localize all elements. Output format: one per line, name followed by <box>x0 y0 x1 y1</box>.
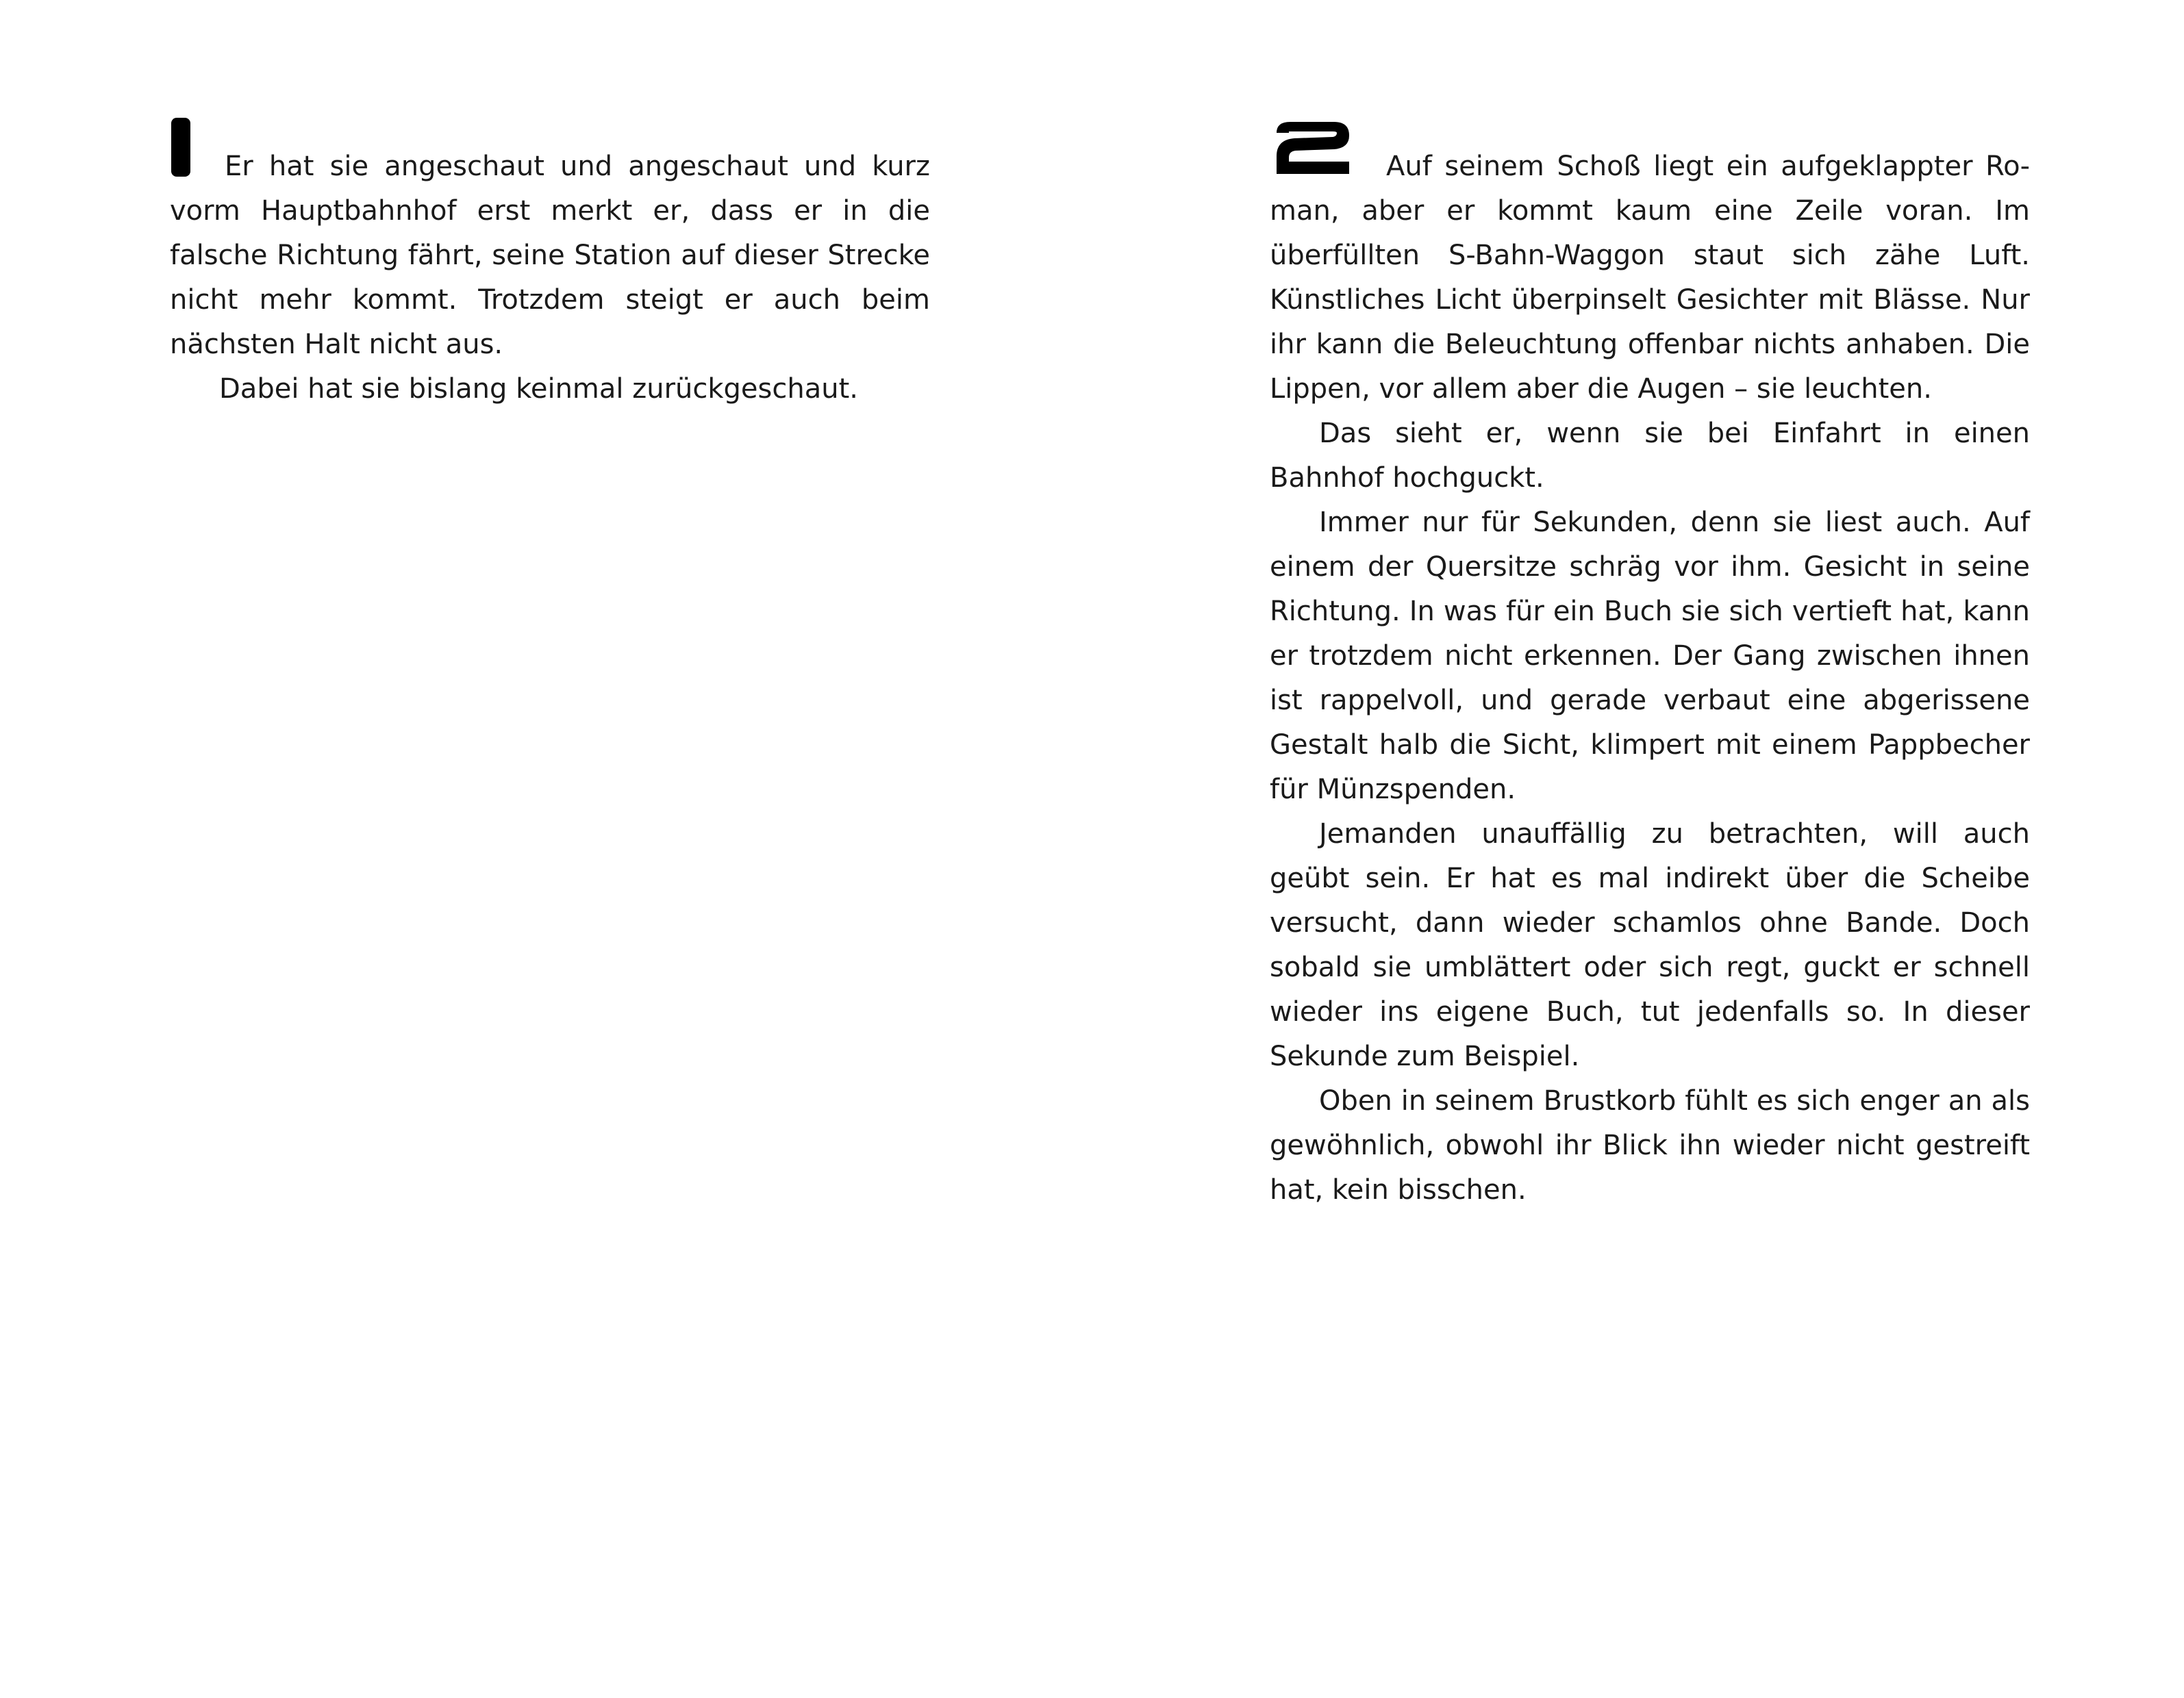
chapter-2-paragraph-2: Das sieht er, wenn sie bei Einfahrt in einen Bahnhof hochguckt. <box>1270 418 2030 494</box>
chapter-2-paragraph-1: Auf seinem Schoß liegt ein aufgeklappter Roman, aber er kommt kaum eine Zeile voran. Im überfüllten S-Bahn-Waggon staut sich zähe Luft. Künstliches Licht überpinselt Gesichter mit Blässe. Nur ihr kann die Beleuchtung offenbar nichts anhaben. Die Lippen, vor allem aber die Augen – sie leuchten. <box>1270 151 2030 405</box>
chapter-2-text <box>1270 144 2030 1213</box>
chapter-2-paragraph-5: Oben in seinem Brustkorb fühlt es sich enger an als gewöhnlich, obwohl ihr Blick ihn wieder nicht gestreift hat, kein bisschen. <box>1270 1085 2030 1206</box>
chapter-1-text <box>170 144 930 411</box>
right-page <box>1092 0 2184 1698</box>
chapter-2-paragraph-4: Jemanden unauffällig zu betrachten, will auch geübt sein. Er hat es mal indirekt über die Scheibe versucht, dann wieder schamlos ohne Bande. Doch sobald sie umblättert oder sich regt, guckt er schnell wieder ins eigene Buch, tut jedenfalls so. In dieser Sekunde zum Beispiel. <box>1270 818 2030 1072</box>
chapter-1-paragraph-2: Dabei hat sie bislang keinmal zurückgeschaut. <box>219 373 858 405</box>
chapter-1-paragraph-1: Er hat sie angeschaut und angeschaut und kurz vorm Hauptbahnhof erst merkt er, dass er in die falsche Richtung fährt, seine Station auf dieser Strecke nicht mehr kommt. Trotzdem steigt er auch beim nächsten Halt nicht aus. <box>170 151 930 360</box>
chapter-2-paragraph-3: Immer nur für Sekunden, denn sie liest auch. Auf einem der Quersitze schräg vor ihm. Gesicht in seine Richtung. In was für ein Buch sie sich vertieft hat, kann er trotzdem nicht erkennen. Der Gang zwischen ihnen ist rappelvoll, und gerade verbaut eine abgerissene Gestalt halb die Sicht, klimpert mit einem Pappbecher für Münzspenden. <box>1270 507 2030 805</box>
